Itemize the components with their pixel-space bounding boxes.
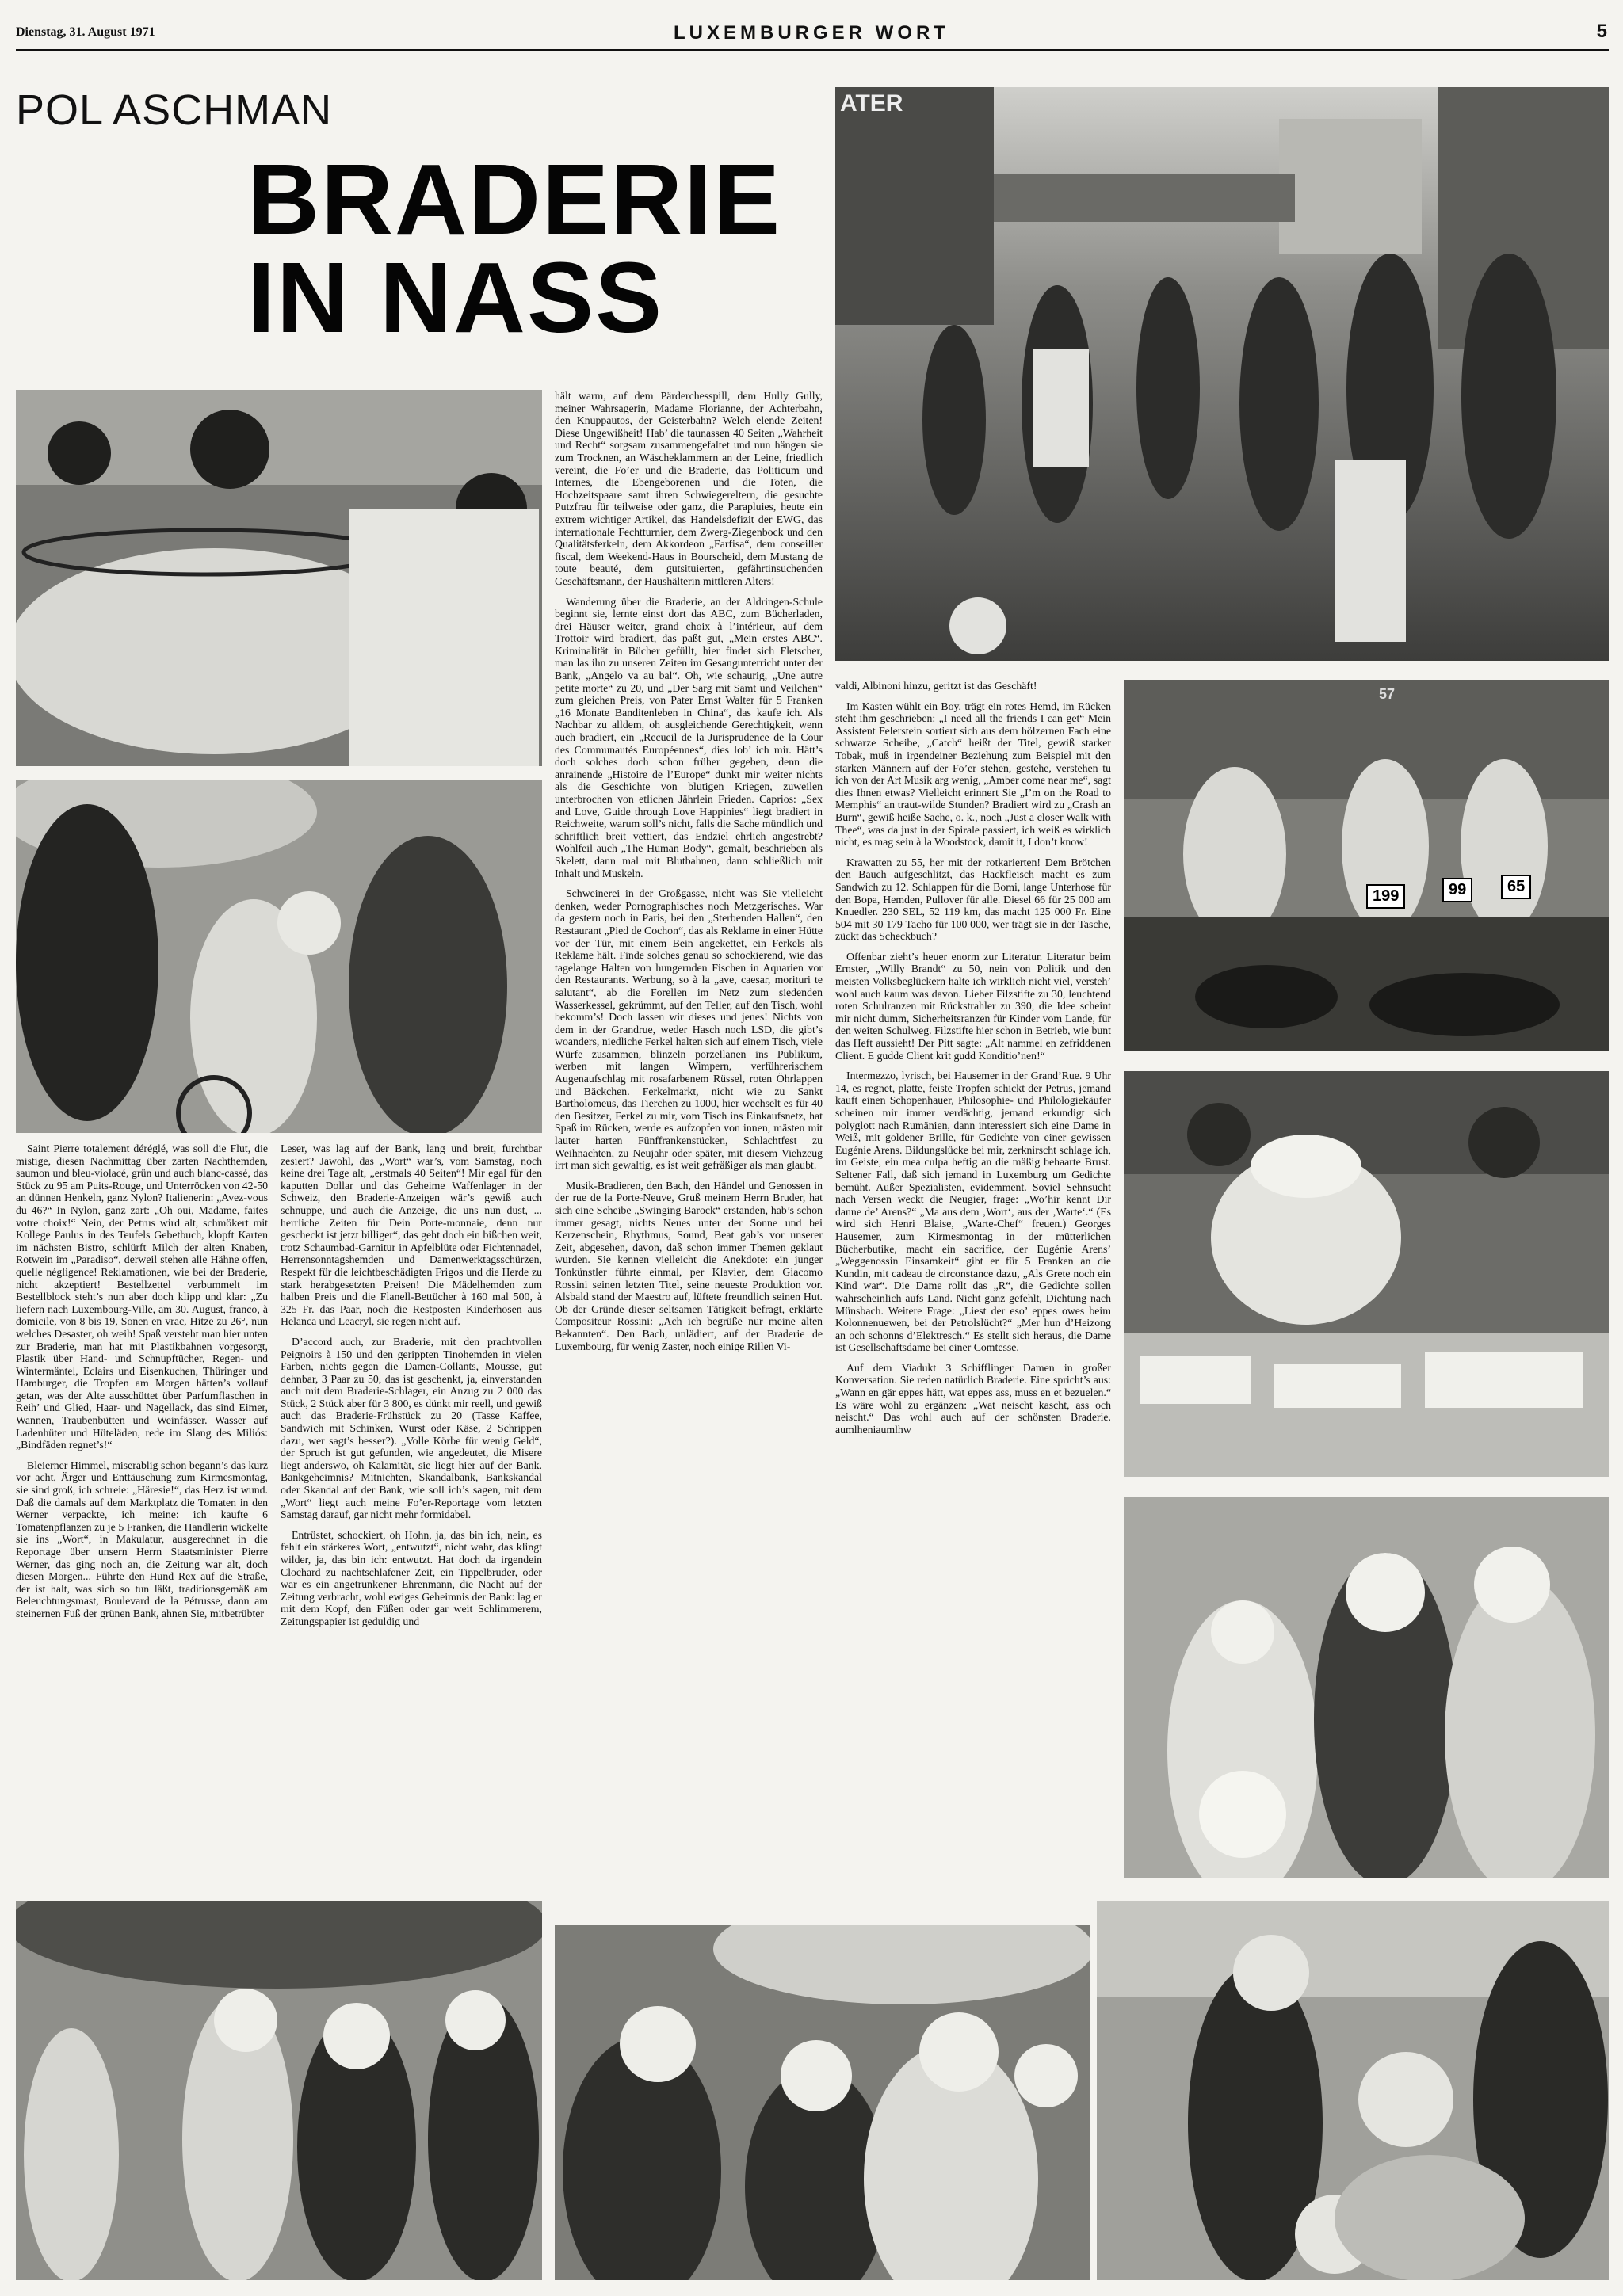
headline-line-2: IN NASS — [247, 242, 664, 353]
photo-shop-sign: ATER — [840, 90, 903, 116]
shoe-stall-photo — [1124, 680, 1609, 1051]
masthead-rule — [16, 49, 1609, 51]
newspaper-name: LUXEMBURGER WORT — [674, 22, 949, 44]
paragraph: Auf dem Viadukt 3 Schifflinger Damen in großer Konversation. Sie reden natürlich Braderie. Eine spricht’s aus: „Wann en gär eppes hätt, wat eppes ass, muss en et bezuelen.“ Es wäre wohl zu ergänzen: „Wat neischt kascht, ass och neischt.“ Das wohl auch auf der schönsten Braderie. aumlheniaumlhw — [835, 1361, 1111, 1436]
shoppers-crowd-photo — [16, 1901, 542, 2280]
paragraph: Wanderung über die Braderie, an der Aldringen-Schule beginnt sie, lernte einst dort das ABC, zum Bücherladen, drei Häuser weiter, grand choix à l’intérieur, auf dem Trottoir wird bradiert, das paßt gut, „Mein erstes ABC“. Kriminalität in Bücher gefüllt, hier findet sich Fletscher, man las ihn zu unseren Zeiten im Gesangunterricht unter der Bank, „Angelo va au bal“. Oh, wie schaurig, „Une autre petite morte“ zu 20, und „Der Sarg mit Samt und Veilchen“ zum gleichen Preis, von Pater Ernst Walter für 5 Franken „16 Monate Banditenleben in China“, das kaufe ich. Als Nachbar zu alldem, oh ausgleichende Gerechtigkeit, wenn auch bradiert, ein „Recueil de la Jurisprudence de la Cour des Communautés Européennes“, dies lob’ ich mir. Hätt’s doch solches doch schon früher gegeben, denn die anrainende „Histoire de l’Europe“ dunkt mir weiter nichts als die Geschichte von blutigen Kriegen, zuweilen unterbrochen von etlichen Jährlein Frieden. Caprios: „Sex and Love, Guide through Love Happinies“ liegt bradiert in Reichweite, warum soll’s nicht, falls die Sache mündlich und schriftlich breit vettiert, das Endziel ehrlich angestrebt? Wohlfeil auch „The Human Body“, gemalt, beschrieben als Skelett, dann mal mit Blutbahnen, dann schließlich mit Inhalt und Muskeln. — [555, 595, 823, 879]
paragraph: Leser, was lag auf der Bank, lang und breit, furchtbar zesiert? Jawohl, das „Wort“ war’s, vom Samstag, noch keine drei Tage alt, „erstmals 40 Seiten“! Mir egal für den kaputten Dollar und das Geheime Waffenlager in der Schweiz, den Braderie-Anzeigen wär’s gewiß auch schnuppe, und auch die Anzeige, die uns nun dust, ... herrliche Zeiten für Dein Porte-monnaie, denn nur gescheckt ist jetzt billiger“, das geht doch ein bißchen weit, trotz Schaumbad-Garnitur in Apfelblüte oder Fichtennadel, Herrensonntagshemden und Damenwerktagsschürzen, Respekt für die leichtbeschädigten Frigos und die Herde zu stark herabgesetzten Preisen! Die Mädelhemden zum halben Preis und die Flanell-Bettücher à 160 mal 500, à 325 Fr. das Paar, noch die Restposten Kinderhosen aus Helanca und Leacryl, sie regen nicht auf. — [281, 1142, 542, 1328]
author-byline: POL ASCHMAN — [16, 86, 333, 134]
price-tag-3: 65 — [1501, 875, 1531, 899]
paragraph: Schweinerei in der Großgasse, nicht was Sie vielleicht denken, weder Pornographisches noch Metzgerisches. War da gestern noch in Paris, bei den „Sterbenden Hallen“, den Restaurant „Pied de Cochon“, das als Reklame in einer Hütte vor der Tür, mit einem Bein angekettet, ein Ferkels als Reklame hält. Finde solches genau so schockierend, wie das tagelange Halten von hungernden Fischen in Aquarien vor den Restaurants. Werbung, so à la „ave, caesar, morituri te salutant“, ab die Forellen im Netz zum siedenden Wasserkessel, gekrümmt, auf den Teller, auf den Tisch, wohl bekomm’s! Doch lassen wir dieses und jenes! Nichts von dem in der Grandrue, weder Hasch noch LSD, die gibt’s woanders, niedliche Ferkel halten sich auf einem Tisch, viele Würfe zusammen, blinzeln porzellanen ins Publikum, werben mit langen Wimpern, verführerischem Augenaufschlag mit rosafarbenem Rüssel, roten Öhrlappen und Bäckchen. Ferkelmarkt, nicht wie zu Sankt Bartholomeus, das Tierchen zu 1000, hier wechselt es für 40 den Besitzer, Ferkel zu mir, vom Tisch ins Einkaufsnetz, hat Spaß im Rücken, werde es aufzopfen von innen, mästen mit lauter harten Fünffrankenstücken, Schlachtfest zu Weihnachten, zu Neujahr oder später, mit diesem Viehzeug irrt man sich gewaltig, es ist weit gefräßiger als man glaubt. — [555, 887, 823, 1172]
book-stall-photo — [1124, 1071, 1609, 1477]
paragraph: Bleierner Himmel, miserablig schon begann’s das kurz vor acht, Ärger und Enttäuschung zum Kirmesmontag, sie sind groß, ich schreie: „Häresie!“, das Herz ist wund. Daß die damals auf dem Marktplatz die Tomaten in den Werner verpackte, ich meine: ich kaufte 6 Tomatenpflanzen zu je 5 Franken, die Handlerin wickelte sie ins „Wort“, in Makulatur, ausgerechnet in die Reportage über unsern Herrn Staatsminister Pierre Werner, das ging noch an, die Zeitung war alt, doch diesen Morgen... Führte den Hund Rex auf die Straße, der ist halt, was sich so tun läßt, traditionsgemäß am Beleuchtungsmast, Boulevard de la Pétrusse, dann am steinernen Fuß der grünen Bank, ahnen Sie, mitbetrübter — [16, 1459, 268, 1619]
shop-number: 57 — [1379, 686, 1396, 702]
paragraph: D’accord auch, zur Braderie, mit den prachtvollen Peignoirs à 150 und den gerippten Tinohemden in vielen Farben, nichts gegen die Damen-Collants, Mousse, gut dehnbar, 3 Paar zu 50, das ist geschenkt, ja, einverstanden auch mit dem Braderie-Schlager, ein Anzug zu 2 000 das Stück, 2 Stück aber für 3 800, es dünkt mir reell, und gewiß auch das Braderie-Frühstück zu 20 (Tasse Kaffee, Sandwich mit Schinken, Wurst oder Käse, 2 Schrippen dazu, wer sagt’s besser?). „Volle Körbe für wenig Geld“, der Spruch ist gut gefunden, wie angedeutet, die Misere liegt anderswo, oh Kalamität, sie liegt hier auf der Bank. Bankgeheimnis? Mitnichten, Skandalbank, Bankskandal oder Skandal auf der Bank, wie soll ich’s sagen, mit dem „Wort“ liegt auch meine Fo’er-Reportage vom letzten Samstag darauf, gar nicht mehr formidabel. — [281, 1335, 542, 1521]
text-column-1 — [16, 1142, 268, 1892]
paragraph: Saint Pierre totalement déréglé, was soll die Flut, die mistige, diesen Nachmittag über zarten Nachthemden, saumon und bleu-violacé, grün und auch blanc-cassé, das Stück zu 95 am Puits-Rouge, und Unterröcken von 42-50 an dünnen Henkeln, ganz Nylon? Italienerin: „Avez-vous du 46?“ In Nylon, ganz zart: „Oh oui, Madame, faites votre choix!“ Nein, der Petrus wird alt, schmökert mit Kollege Paulus in des Teufels Gebetbuch, klopft Karten im nächsten Bistro, schlürft Milch der alten Knaben, Rotwein im „Paradiso“, derweil stehen alle Hähne offen, quelle négligence! Reklamationen, wie bei der Braderie, nicht akzeptiert! Bestellzettel verbummelt im Bestellblock steht’s nun aber doch klipp und klar: „Zu liefern nach Luxembourg-Ville, am 30. August, franco, à domicile, von 8 bis 19, Sonen en vrac, Hitze zu 26°, nun welches Desaster, oh weih! Spaß versteht man hier unten zur Braderie, man hat mit Plastikbahnen vorgesorgt, Plastik über Hand- und Schnupftücher, Regen- und Wintermäntel, Eclairs und Eisenkuchen, Thüringer und Hamburger, die Tropfen am Morgen hätten’s vollauf getan, was der Alte ausschüttet über Parfumflaschen in Reih’ und Glied, Haar- und Nagellack, das sind Eimer, Wannen, Traubenbütten und Weinfässer. Wasser auf Ladenhüter und Hüteläden, rede im Slang des Miliós: „Bindfäden regnet’s!“ — [16, 1142, 268, 1451]
text-column-3 — [555, 390, 823, 1915]
paragraph: valdi, Albinoni hinzu, geritzt ist das Geschäft! — [835, 680, 1037, 692]
price-tag-2: 99 — [1442, 878, 1472, 902]
street-crowd-photo — [835, 87, 1609, 661]
paragraph: Krawatten zu 55, her mit der rotkarierten! Dem Brötchen den Bauch aufgeschlitzt, das Hackfleisch macht es zum Sandwich zu 12. Schlappen für die Bomi, lange Unterhose für den Bopa, Hemden, Pullover für alle. Diesel 66 für 25 000 am Knuedler. 230 SEL, 52 119 km, das macht 125 000 Fr. Eine 504 mit 30 179 Tacho für 100 000, wer trägt sie in der Tasche, zückt das Scheckbuch? — [835, 856, 1111, 943]
ladies-smiling-photo — [555, 1925, 1090, 2280]
text-column-2 — [281, 1142, 542, 1892]
family-outing-photo — [1097, 1901, 1609, 2280]
viaduct-women-photo — [1124, 1497, 1609, 1878]
paragraph: Intermezzo, lyrisch, bei Hausemer in der Grand’Rue. 9 Uhr 14, es regnet, platte, feiste Tropfen schickt der Petrus, jemand kauft einen Schopenhauer, Philosophie- und Philologiekäufer scheinen mir immer verdächtig, jemand erkundigt sich polyglott nach Rumänien, dann interessiert sich eine Dame in Weiß, mit goldener Brille, für Gedichte von einer gewissen Eugénie Arens. Bildungslücke bei mir, zerknirscht schlage ich, im Geiste, ein mea culpa heftig an die mäßig behaarte Brust. Seltener Fall, daß sich jemand in Luxemburg um Gedichte bemüht. Außer Spezialisten, evidemment. Soviel Sehnsucht nach Versen weckt die Neugier, frage: „Wo’hir kennt Dir danne de’ Arens?“ „Ma aus dem ‚Wort‘, aus der ‚Warte‘.“ (Es wird sich Henri Blaise, „Warte-Chef“ freuen.) Georges Hausemer, zum Kirmesmontag in der mütterlichen Bücherbutike, macht ein sacrifice, der Eugénie Arens’ „Weggenossin Einsamkeit“ gibt er für 5 Franken an die Kundin, mit cadeau de circonstance dazu, „Als Grete noch ein Kind war“. Die Dame rollt das „R“, die Gedichte sollen wahrscheinlich aufs Land. Nicht ganz gefehlt, Dichtung nach Münsbach. Weitere Frage: „Liest der eso’ eppes owes beim Kolonnenuewen, bei der Petrolslücht?“ „Mer hun d’Heizong an och schonns d’Elektresch.“ Es stellt sich heraus, die Dame ist Gesellschaftsdame bei einer Comtesse. — [835, 1070, 1111, 1354]
paragraph: Im Kasten wühlt ein Boy, trägt ein rotes Hemd, im Rücken steht ihm geschrieben: „I need all the friends I can get“ Mein Assistent Felerstein sortiert sich aus dem hölzernen Fach eine schwarze Scheibe, „Catch“ heißt der Titel, gewiß starker Tobak, muß in irgendeiner Beziehung zum Beispiel mit den starken Männern auf der Fo’er stehen, gestehe, verstehen tu ich von der Art Musik arg wenig, „Amber come near me“, sagt dies Ihnen etwas? Vielleicht erinnert Sie „I’m on the Road to Memphis“ an traut-wilde Stunden? Bradiert wird zu „Crash an Burn“, gewiß heiße Sache, o. k., noch „Just a closer Walk with Thee“, was da just in der Spirale passiert, ich weiß es wirklich nicht, es mag sein à la Woodstock, damit it, I don’t know! — [835, 700, 1111, 849]
paragraph: Offenbar zieht’s heuer enorm zur Literatur. Literatur beim Ernster, „Willy Brandt“ zu 50, nein von Politik und den meisten Volksbeglückern halte ich wirklich nicht viel, versteh’ wohl auch kaum was davon. Lieber Filzstifte zu 30, leuchtend roten Schulranzen mit Rückstrahler zu 390, die Idee scheint mir nicht dumm, Sicherheitsranzen für Kinder vom Lande, für den weiten Schulweg. Filzstifte hier schon in Betrieb, wie bunt das Heft aussieht! Der Pitt sagte: „Alt nammel en zefriddenen Client. E gudde Client krit gudd Konditio’nen!“ — [835, 950, 1111, 1062]
page-number: 5 — [1596, 21, 1607, 42]
paragraph: Entrüstet, schockiert, oh Hohn, ja, das bin ich, nein, es fehlt ein stärkeres Wort, „entwutzt“, nicht wahr, das klingt wilder, ja, das bin ich: entwutzt. Hat doch da irgendein Clochard zu nachtschlafener Zeit, ein Tippelbruder, oder war es ein angetrunkener Ehrenmann, die Nacht auf der Zeitung verbracht, wohl ewiges Geheimnis der Bank: lag er mit dem Kopf, den Füßen oder gar weit Schlimmerem, Zeitungspapier ist geduldig und — [281, 1528, 542, 1627]
price-tag-1: 199 — [1366, 884, 1405, 909]
paragraph: hält warm, auf dem Pärderchesspill, dem Hully Gully, meiner Wahrsagerin, Madame Florianne, der Achterbahn, den Knuppautos, der Geisterbahn? Welch elende Zeiten! Diese Ungewißheit! Hab’ die taunassen 40 Seiten „Wahrheit und Recht“ sorgsam zusammengefaltet und nun hängen sie zum Trocknen, an Wäscheklammern an der Leine, friedlich vereint, die Fo’er und die Braderie, das Politicum und Internes, die Ebengeborenen und die Toten, die Hochzeitspaare samt ihren Schwiegereltern, die gesuchte Putzfrau für teilweise oder ganz, die Parapluies, heute ein extrem wichtiger Artikel, das Handelsdefizit der EWG, das internationale Fechtturnier, dem Zwerg-Ziegenbock und den Qualitätsferkeln, dem Akkordeon „Farfisa“, dem conseiller fiscal, dem Weekend-Haus in Bourscheid, dem Mustang de toute beauté, dem gutsituierten, gefährtinsuchenden Geschäftsmann, der Haushälterin mittleren Alters! — [555, 390, 823, 587]
umbrella-crowd-photo — [16, 780, 542, 1133]
article-headline — [247, 143, 782, 353]
text-column-4 — [835, 680, 1111, 1892]
nightgown-stall-photo — [16, 390, 542, 766]
paragraph: Musik-Bradieren, den Bach, den Händel und Genossen in der rue de la Porte-Neuve, Gruß meinem Herrn Bruder, hat sich eine Scheibe „Swinging Barock“ erstanden, hab’s schon immer gesagt, nichts Neues unter der Sonne und bei Kerzenschein, Rhythmus, Sound, Beat gab’s vor unserer Zeit, abgesehen, davon, daß schon immer Themen geklaut wurden. Sie kennen vielleicht die Anekdote: ein junger Tonkünstler führte einmal, per Klavier, dem Giacomo Rossini seinen letzten Titel, seine neueste Produktion vor. Alsbald stand der Maestro auf, lüftete freundlich seinen Hut. Ob der Gründe dieser seltsamen Tätigkeit befragt, erklärte Compositeur Rossini: „Ach ich begrüße nur meine alten Bekannten“. Den Bach, unlädiert, auf der Braderie de Luxembourg, für wenig Zaster, noch einige Rillen Vi- — [555, 1179, 823, 1352]
issue-date: Dienstag, 31. August 1971 — [16, 25, 155, 39]
headline-line-1: BRADERIE — [247, 143, 782, 255]
